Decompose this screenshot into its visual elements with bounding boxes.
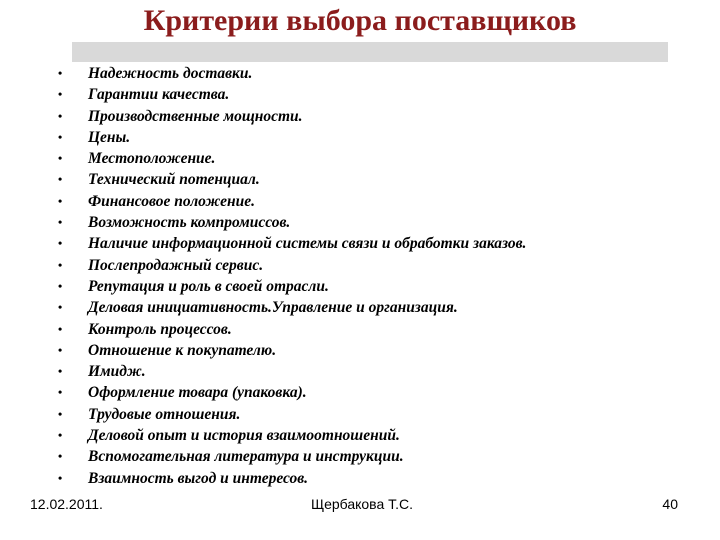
footer-author: Щербакова Т.С. xyxy=(310,496,414,512)
list-item-text: Наличие информационной системы связи и обработки заказов. xyxy=(88,235,527,253)
list-item xyxy=(54,84,694,105)
list-item xyxy=(54,191,694,212)
list-item-text: Взаимность выгод и интересов. xyxy=(88,469,309,487)
list-item-text: Контроль процессов. xyxy=(88,320,232,338)
criteria-list xyxy=(54,63,694,489)
list-item-text: Возможность компромиссов. xyxy=(88,214,291,232)
bullet-icon: • xyxy=(58,342,63,357)
list-item-text: Технический потенциал. xyxy=(88,171,260,189)
list-item xyxy=(54,297,694,318)
bullet-icon: • xyxy=(58,108,63,123)
bullet-icon: • xyxy=(58,151,63,166)
list-item-text: Оформление товара (упаковка). xyxy=(88,384,307,402)
list-item xyxy=(54,106,694,127)
list-item-text: Цены. xyxy=(88,128,131,146)
bullet-icon: • xyxy=(58,236,63,251)
footer-date: 12.02.2011. xyxy=(30,496,103,512)
list-item xyxy=(54,255,694,276)
list-item xyxy=(54,276,694,297)
list-item-text: Деловой опыт и история взаимоотношений. xyxy=(88,427,400,445)
list-item xyxy=(54,212,694,233)
bullet-icon: • xyxy=(58,449,63,464)
bullet-icon: • xyxy=(58,321,63,336)
list-item xyxy=(54,63,694,84)
list-item-text: Производственные мощности. xyxy=(88,107,303,125)
page-number: 40 xyxy=(662,496,678,512)
title-underline-bar xyxy=(72,42,668,62)
list-item xyxy=(54,446,694,467)
list-item-text: Местоположение. xyxy=(88,150,216,168)
list-item xyxy=(54,148,694,169)
list-item xyxy=(54,340,694,361)
bullet-icon: • xyxy=(58,364,63,379)
list-item xyxy=(54,233,694,254)
list-item xyxy=(54,425,694,446)
bullet-icon: • xyxy=(58,66,63,80)
bullet-icon: • xyxy=(58,87,63,102)
bullet-icon: • xyxy=(58,257,63,272)
bullet-icon: • xyxy=(58,385,63,400)
list-item-text: Финансовое положение. xyxy=(88,192,255,210)
list-item-text: Вспомогательная литература и инструкции. xyxy=(88,448,404,466)
list-item-text: Гарантии качества. xyxy=(88,86,230,104)
bullet-icon: • xyxy=(58,215,63,230)
bullet-icon: • xyxy=(58,406,63,421)
list-item-text: Послепродажный сервис. xyxy=(88,256,264,274)
bullet-icon: • xyxy=(58,172,63,187)
bullet-icon: • xyxy=(58,278,63,293)
list-item-text: Отношение к покупателю. xyxy=(88,341,277,359)
list-item xyxy=(54,127,694,148)
list-item xyxy=(54,404,694,425)
bullet-icon: • xyxy=(58,470,63,485)
bullet-icon: • xyxy=(58,129,63,144)
list-item-text: Репутация и роль в своей отрасли. xyxy=(88,277,329,295)
list-item-text: Трудовые отношения. xyxy=(88,405,241,423)
list-item xyxy=(54,169,694,190)
bullet-icon: • xyxy=(58,193,63,208)
bullet-icon: • xyxy=(58,300,63,315)
list-item-text: Надежность доставки. xyxy=(88,65,253,82)
list-item xyxy=(54,468,694,489)
list-item xyxy=(54,361,694,382)
bullet-icon: • xyxy=(58,428,63,443)
list-item-text: Имидж. xyxy=(88,363,146,381)
list-item xyxy=(54,382,694,403)
list-item-text: Деловая инициативность.Управление и организация. xyxy=(88,299,458,317)
slide-title: Критерии выбора поставщиков xyxy=(143,4,577,37)
list-item xyxy=(54,319,694,340)
